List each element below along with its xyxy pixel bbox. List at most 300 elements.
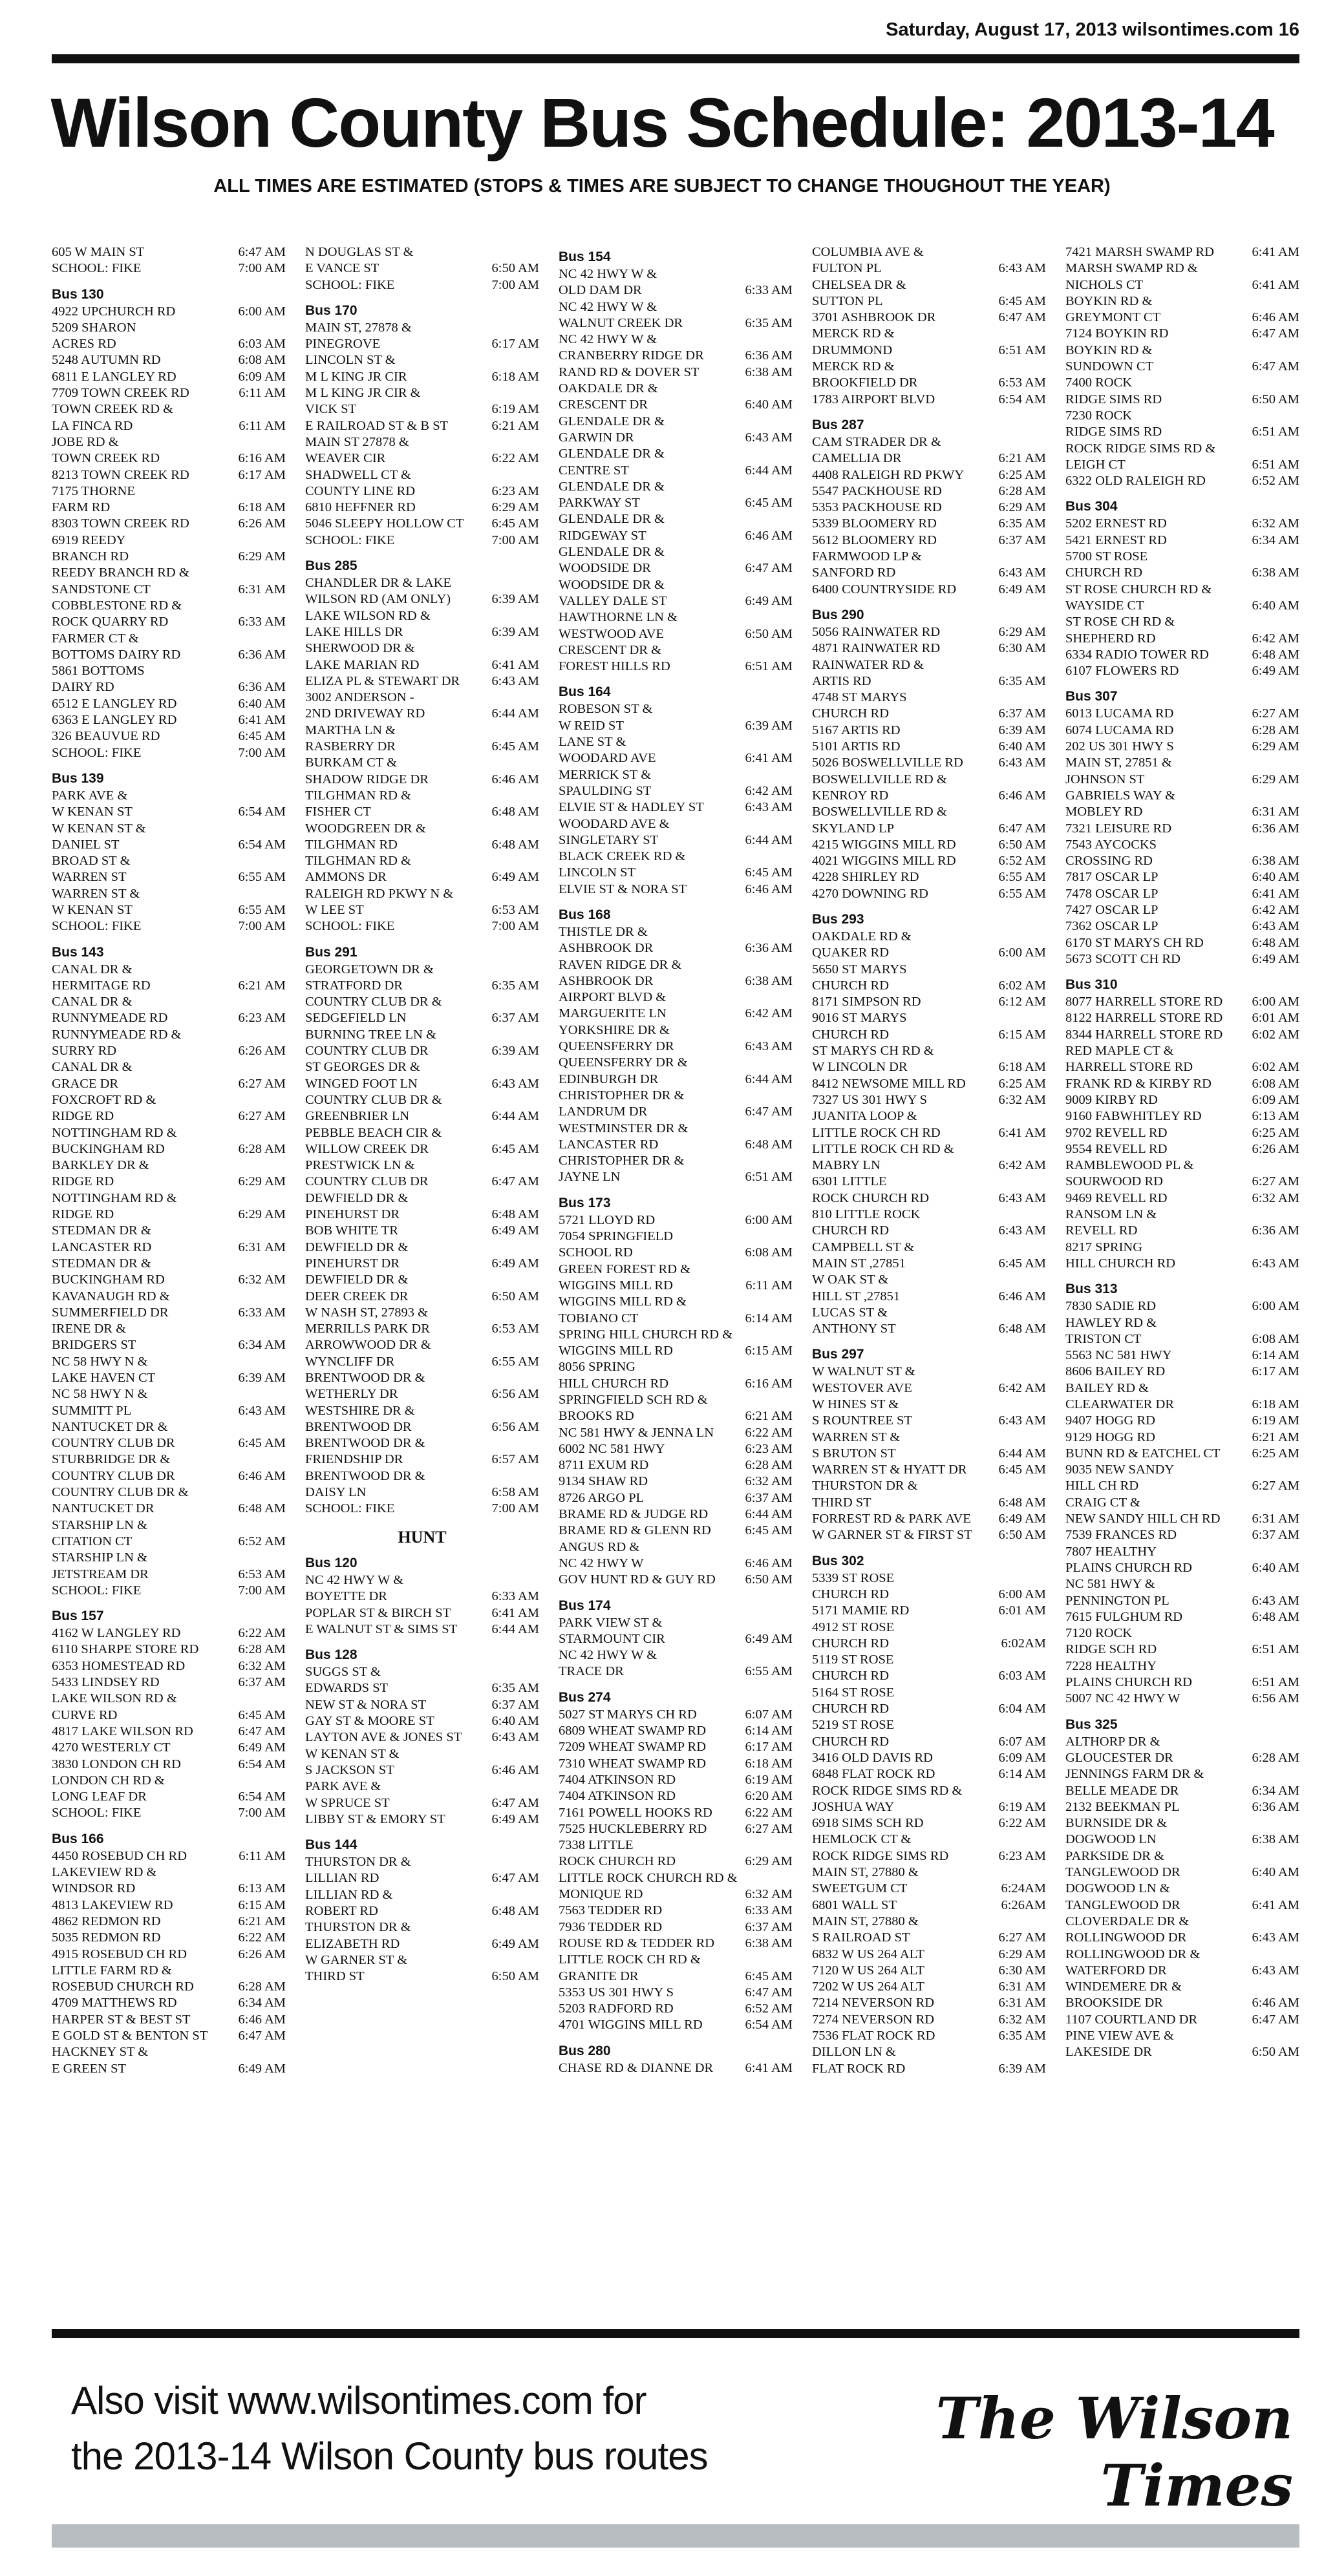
stop-row	[52, 1125, 286, 1141]
stop-row	[305, 418, 539, 434]
stop-row	[1065, 1174, 1299, 1190]
stop-location: 6322 OLD RALEIGH RD	[1065, 474, 1206, 489]
stop-row	[812, 1914, 1046, 1930]
stop-time: 6:46 AM	[745, 1556, 793, 1570]
stop-location: W GARNER ST &	[305, 1952, 408, 1967]
stop-location: BRIDGERS ST	[52, 1338, 136, 1353]
stop-row	[305, 1484, 539, 1501]
stop-location: W KENAN ST &	[52, 821, 146, 836]
stop-time: 6:39 AM	[238, 1371, 286, 1385]
stop-row	[559, 1359, 793, 1375]
stop-time: 6:44 AM	[998, 1446, 1046, 1461]
stop-location: THIRD ST	[812, 1495, 871, 1510]
stop-location: BRANCH RD	[52, 549, 129, 564]
stop-location: ROCK CHURCH RD	[812, 1190, 930, 1205]
stop-location: LAKE HAVEN CT	[52, 1371, 156, 1385]
stop-time: 6:27 AM	[1252, 1479, 1299, 1494]
stop-time	[535, 853, 539, 869]
stop-location: BROOKFIELD DR	[812, 375, 918, 390]
stop-time	[789, 1870, 793, 1886]
route-title: Bus 290	[812, 607, 864, 622]
stop-time: 6:38 AM	[745, 973, 793, 988]
stop-row	[559, 1853, 793, 1870]
stop-location: 326 BEAUVUE RD	[52, 729, 160, 744]
stop-time: 6:45 AM	[491, 1141, 539, 1156]
stop-row	[812, 359, 1046, 375]
stop-row	[559, 1392, 793, 1408]
bus-route	[1065, 1280, 1299, 1707]
stop-time: 6:02 AM	[1252, 1060, 1299, 1075]
stop-location: ROCK QUARRY RD	[52, 615, 169, 629]
stop-row	[305, 1076, 539, 1092]
stop-location: OLD DAM DR	[559, 283, 642, 298]
stop-row	[52, 745, 286, 761]
stop-row	[1065, 1478, 1299, 1494]
route-title: Bus 144	[305, 1837, 358, 1853]
stop-time	[1042, 244, 1046, 260]
stop-location: TANGLEWOOD DR	[1065, 1897, 1180, 1912]
stop-time	[535, 1572, 539, 1589]
stop-location: OAKDALE RD &	[812, 929, 912, 944]
stop-location: NC 42 HWY W &	[559, 267, 657, 281]
stop-location: FULTON PL	[812, 261, 882, 276]
stop-time	[1296, 788, 1299, 804]
stop-time: 6:29 AM	[1252, 739, 1299, 754]
stop-location: PEBBLE BEACH CIR &	[305, 1125, 442, 1140]
stop-row	[812, 853, 1046, 869]
stop-location: 5027 ST MARYS CH RD	[559, 1707, 697, 1722]
stop-location: SCHOOL: FIKE	[305, 533, 395, 547]
stop-location: W SPRUCE ST	[305, 1795, 390, 1810]
stop-location: W GARNER ST & FIRST ST	[812, 1528, 972, 1543]
stop-row	[305, 804, 539, 820]
stop-row	[559, 1756, 793, 1772]
stop-row	[812, 1587, 1046, 1603]
stop-time	[535, 434, 539, 450]
stop-time: 6:45 AM	[238, 729, 286, 744]
stop-row	[52, 918, 286, 934]
stop-row	[1065, 1674, 1299, 1691]
stop-row	[559, 989, 793, 1006]
stop-time	[535, 723, 539, 739]
stop-row	[559, 1153, 793, 1169]
stop-time: 6:43 AM	[491, 1076, 539, 1091]
stop-location: LAKEVIEW RD &	[52, 1865, 157, 1880]
stop-location: CHURCH RD	[812, 706, 890, 721]
stop-row	[559, 1647, 793, 1663]
stop-time: 6:12 AM	[998, 995, 1046, 1009]
stop-time: 6:11 AM	[745, 1278, 793, 1293]
stop-location: 8711 EXUM RD	[559, 1458, 649, 1473]
stop-location: MERCK RD &	[812, 326, 895, 341]
route-title: Bus 307	[1065, 689, 1118, 704]
stop-location: 7536 FLAT ROCK RD	[812, 2028, 935, 2043]
stop-time: 6:15 AM	[238, 1897, 286, 1912]
route-title: Bus 164	[559, 684, 611, 700]
stop-row	[1065, 326, 1299, 342]
stop-location: 4813 LAKEVIEW RD	[52, 1897, 173, 1912]
stop-row	[1065, 1027, 1299, 1043]
stop-time: 6:18 AM	[238, 500, 286, 515]
stop-location: E GREEN ST	[52, 2061, 127, 2076]
stop-time: 6:49 AM	[998, 582, 1046, 596]
stop-row	[812, 1478, 1046, 1494]
stop-location: FRANK RD & KIRBY RD	[1065, 1076, 1212, 1091]
stop-location: 5547 PACKHOUSE RD	[812, 483, 942, 498]
stop-location: 5209 SHARON	[52, 320, 136, 335]
stop-location: GREEN FOREST RD &	[559, 1262, 691, 1276]
stop-time: 7:00 AM	[491, 919, 539, 934]
stop-row	[1065, 1430, 1299, 1446]
stop-row	[559, 299, 793, 315]
bus-route	[812, 606, 1046, 902]
stop-location: 6353 HOMESTEAD RD	[52, 1658, 186, 1673]
stop-location: 6170 ST MARYS CH RD	[1065, 935, 1204, 950]
stop-location: EDWARDS ST	[305, 1681, 389, 1696]
stop-row	[52, 1354, 286, 1370]
stop-row	[305, 369, 539, 385]
stop-row	[559, 1739, 793, 1755]
stop-location: ROLLINGWOOD DR &	[1065, 1947, 1201, 1961]
stop-location: E GOLD ST & BENTON ST	[52, 2028, 208, 2043]
stop-location: CHURCH RD	[812, 1027, 890, 1042]
stop-row	[1065, 837, 1299, 853]
stop-time	[789, 511, 793, 527]
bus-route	[52, 1607, 286, 1822]
stop-row	[812, 1076, 1046, 1092]
stop-time	[1042, 1685, 1046, 1701]
stop-time: 6:39 AM	[491, 624, 539, 639]
stop-location: COUNTRY CLUB DR	[305, 1174, 429, 1189]
stop-time	[1042, 1305, 1046, 1321]
stop-row	[52, 696, 286, 712]
stop-location: 4709 MATTHEWS RD	[52, 1996, 177, 2011]
stop-time	[789, 767, 793, 783]
stop-location: BOSWELLVILLE RD &	[812, 805, 947, 819]
stop-time: 6:43 AM	[745, 430, 793, 445]
stop-time: 6:35 AM	[745, 315, 793, 330]
stop-location: NICHOLS CT	[1065, 277, 1144, 292]
stop-location: BRENTWOOD DR &	[305, 1371, 425, 1385]
stop-row	[812, 326, 1046, 342]
stop-row	[1065, 457, 1299, 473]
stop-time: 6:26 AM	[1252, 1141, 1299, 1156]
stop-time	[1042, 1240, 1046, 1256]
stop-location: 6110 SHARPE STORE RD	[52, 1642, 199, 1657]
stop-row	[305, 591, 539, 607]
stop-time	[535, 1468, 539, 1484]
stop-location: 5101 ARTIS RD	[812, 739, 901, 754]
stop-row	[559, 1572, 793, 1588]
stop-row	[1065, 739, 1299, 755]
stop-row	[305, 533, 539, 549]
stop-location: 6301 LITTLE	[812, 1174, 887, 1189]
stop-location: 7563 TEDDER RD	[559, 1903, 663, 1918]
stop-row	[812, 1092, 1046, 1108]
stop-row	[52, 2044, 286, 2060]
stop-row	[812, 804, 1046, 820]
stop-time	[535, 1157, 539, 1174]
stop-location: 5612 BLOOMERY RD	[812, 533, 937, 547]
stop-row	[1065, 1658, 1299, 1674]
stop-row	[305, 902, 539, 918]
stop-location: SCHOOL: FIKE	[52, 745, 142, 760]
stop-time: 6:23 AM	[998, 1848, 1046, 1863]
stop-row	[1065, 918, 1299, 934]
stop-row	[559, 1376, 793, 1392]
stop-row	[559, 816, 793, 832]
stop-row	[559, 718, 793, 734]
stop-location: RAINWATER RD &	[812, 657, 924, 672]
stop-location: RIDGE RD	[52, 1109, 114, 1124]
stop-time: 6:36 AM	[1252, 1223, 1299, 1238]
stop-row	[52, 1724, 286, 1740]
stop-location: BURNING TREE LN &	[305, 1027, 436, 1042]
stop-row	[812, 565, 1046, 581]
stop-time: 6:14 AM	[745, 1311, 793, 1325]
stop-time: 6:39 AM	[998, 2061, 1046, 2076]
stop-location: DRUMMOND	[812, 343, 893, 357]
stop-row	[52, 1386, 286, 1402]
stop-time: 6:18 AM	[745, 1756, 793, 1771]
stop-location: W LEE ST	[305, 902, 364, 917]
stop-row	[1065, 1864, 1299, 1881]
stop-time: 6:29 AM	[998, 624, 1046, 639]
stop-location: BRAME RD & JUDGE RD	[559, 1507, 709, 1522]
stop-time: 6:53 AM	[491, 1322, 539, 1336]
stop-time	[1042, 1717, 1046, 1733]
stop-location: GOV HUNT RD & GUY RD	[559, 1572, 716, 1587]
stop-location: 5202 ERNEST RD	[1065, 516, 1167, 531]
stop-time: 6:46 AM	[998, 788, 1046, 803]
stop-row	[52, 1501, 286, 1517]
stop-row	[812, 978, 1046, 994]
stop-row	[1065, 244, 1299, 260]
stop-row	[559, 1969, 793, 1985]
stop-location: SHADOW RIDGE DR	[305, 772, 429, 787]
stop-location: 4862 REDMON RD	[52, 1914, 161, 1928]
stop-location: WETHERLY DR	[305, 1387, 398, 1402]
stop-row	[812, 1527, 1046, 1543]
route-title: Bus 313	[1065, 1282, 1118, 1297]
stop-row	[812, 788, 1046, 804]
stop-row	[52, 728, 286, 744]
route-title: Bus 274	[559, 1689, 611, 1705]
stop-row	[305, 1936, 539, 1952]
stop-row	[305, 755, 539, 771]
stop-location: THIRD ST	[305, 1969, 365, 1984]
stop-time: 6:56 AM	[1252, 1691, 1299, 1706]
stop-row	[305, 1919, 539, 1936]
stop-time: 6:55 AM	[238, 902, 286, 917]
stop-location: WATERFORD DR	[1065, 1963, 1167, 1978]
stop-location: W KENAN ST	[52, 902, 133, 917]
stop-time: 6:14 AM	[745, 1724, 793, 1738]
stop-row	[559, 609, 793, 626]
stop-location: SHERWOOD DR &	[305, 641, 415, 656]
stop-row	[52, 244, 286, 260]
stop-location: ELIZABETH RD	[305, 1936, 400, 1951]
stop-row	[1065, 1576, 1299, 1592]
stop-row	[559, 1556, 793, 1572]
stop-time: 6:48 AM	[238, 1501, 286, 1516]
stop-location: ASHBROOK DR	[559, 941, 654, 956]
stop-location: LILLIAN RD	[305, 1871, 379, 1886]
stop-location: 7202 W US 264 ALT	[812, 1980, 924, 1994]
schedule-column	[559, 244, 793, 2261]
stop-location: 6809 WHEAT SWAMP RD	[559, 1724, 706, 1738]
stop-location: FARM RD	[52, 500, 111, 515]
stop-row	[52, 1583, 286, 1599]
stop-time: 6:50 AM	[491, 1969, 539, 1984]
stop-location: HILL ST ,27851	[812, 1289, 901, 1304]
stop-row	[559, 414, 793, 430]
stop-time: 6:17 AM	[491, 337, 539, 352]
stop-time: 6:46 AM	[1252, 1996, 1299, 2011]
stop-row	[52, 352, 286, 368]
stop-time: 6:37 AM	[998, 706, 1046, 721]
stop-time	[1296, 1766, 1299, 1782]
stop-location: 5339 ST ROSE	[812, 1570, 895, 1585]
stop-location: GARWIN DR	[559, 430, 634, 445]
stop-row	[52, 1979, 286, 1995]
stop-time: 6:43 AM	[1252, 1256, 1299, 1271]
stop-location: SURRY RD	[52, 1044, 117, 1059]
stop-time: 6:18 AM	[1252, 1397, 1299, 1411]
stop-time	[1042, 1864, 1046, 1881]
stop-location: 4021 WIGGINS MILL RD	[812, 854, 956, 869]
stop-time: 7:00 AM	[238, 1806, 286, 1821]
stop-row	[305, 1141, 539, 1157]
stop-row	[52, 369, 286, 385]
stop-location: 7120 W US 264 ALT	[812, 1963, 924, 1978]
route-title: Bus 304	[1065, 499, 1118, 514]
stop-location: 8303 TOWN CREEK RD	[52, 516, 189, 531]
stop-time: 6:42 AM	[998, 1380, 1046, 1395]
stop-time: 6:42 AM	[745, 1006, 793, 1021]
stop-location: WIGGINS MILL RD	[559, 1278, 673, 1293]
stop-row	[1065, 473, 1299, 489]
stop-row	[812, 837, 1046, 853]
stop-location: JOHNSON ST	[1065, 772, 1145, 787]
stop-location: NC 58 HWY N &	[52, 1354, 148, 1369]
stop-row	[559, 479, 793, 495]
stop-time: 6:47 AM	[998, 310, 1046, 325]
stop-row	[559, 1245, 793, 1261]
stop-time: 6:45 AM	[998, 293, 1046, 308]
stop-time: 6:45 AM	[238, 1436, 286, 1451]
stop-row	[812, 1108, 1046, 1124]
stop-row	[812, 450, 1046, 467]
stop-location: CHURCH RD	[812, 1587, 890, 1601]
stop-row	[1065, 1593, 1299, 1609]
stop-row	[305, 994, 539, 1010]
stop-time: 6:57 AM	[491, 1452, 539, 1467]
stop-time: 6:30 AM	[998, 1963, 1046, 1978]
stop-time: 6:29 AM	[1252, 772, 1299, 787]
stop-row	[305, 1305, 539, 1321]
stop-row	[812, 1190, 1046, 1207]
stop-row	[52, 1740, 286, 1756]
stop-location: CROSSING RD	[1065, 854, 1153, 869]
stop-row	[559, 1055, 793, 1071]
stop-time	[282, 1550, 286, 1566]
stop-location: 7807 HEALTHY	[1065, 1544, 1157, 1559]
stop-row	[52, 962, 286, 978]
stop-time	[282, 1354, 286, 1370]
stop-row	[812, 549, 1046, 565]
stop-location: W KENAN ST &	[305, 1746, 400, 1761]
stop-location: 7615 FULGHUM RD	[1065, 1609, 1183, 1624]
stop-row	[305, 772, 539, 788]
stop-time	[282, 1773, 286, 1789]
stop-row	[812, 1685, 1046, 1701]
stop-location: WYNCLIFF DR	[305, 1354, 395, 1369]
stop-row	[559, 282, 793, 299]
stop-location: ST ROSE CHURCH RD &	[1065, 582, 1212, 596]
stop-location: LANE ST &	[559, 735, 626, 750]
stop-time: 6:29 AM	[491, 500, 539, 515]
stop-location: CHURCH RD	[812, 1702, 890, 1716]
stop-location: SUTTON PL	[812, 293, 883, 308]
stop-location: MERRILLS PARK DR	[305, 1322, 430, 1336]
stop-row	[305, 1870, 539, 1886]
stop-time: 6:09 AM	[1252, 1092, 1299, 1107]
stop-time	[535, 1059, 539, 1075]
stop-time: 6:32 AM	[745, 1887, 793, 1902]
stop-row	[52, 1691, 286, 1707]
stop-row	[559, 1425, 793, 1441]
stop-row	[1065, 549, 1299, 565]
stop-location: NC 42 HWY W &	[559, 332, 657, 347]
stop-time	[535, 608, 539, 624]
stop-time	[1296, 1043, 1299, 1059]
stop-location: SCHOOL: FIKE	[52, 919, 142, 934]
stop-time	[282, 598, 286, 614]
stop-location: SPAULDING ST	[559, 783, 652, 798]
bus-route	[52, 770, 286, 935]
stop-row	[559, 381, 793, 397]
stop-time: 6:13 AM	[1252, 1109, 1299, 1124]
stop-row	[559, 1919, 793, 1936]
stop-time	[535, 994, 539, 1010]
stop-location: HILL CH RD	[1065, 1479, 1139, 1494]
stop-row	[812, 821, 1046, 837]
stop-time: 6:49 AM	[998, 1512, 1046, 1526]
stop-time: 6:03 AM	[238, 337, 286, 352]
stop-location: GREENBRIER LN	[305, 1109, 410, 1124]
stop-location: ROUSE RD & TEDDER RD	[559, 1936, 715, 1950]
stop-time	[789, 1229, 793, 1245]
stop-row	[559, 642, 793, 659]
stop-time: 6:45 AM	[238, 1707, 286, 1722]
stop-location: ROCK RIDGE SIMS RD &	[1065, 441, 1216, 456]
stop-time	[789, 1392, 793, 1408]
stop-location: 6013 LUCAMA RD	[1065, 706, 1174, 721]
stop-location: 5026 BOSWELLVILLE RD	[812, 755, 963, 770]
stop-row	[812, 1783, 1046, 1799]
stop-row	[812, 657, 1046, 673]
stop-row	[812, 516, 1046, 532]
stop-location: BROOKSIDE DR	[1065, 1996, 1163, 2011]
stop-time: 6:21 AM	[745, 1409, 793, 1424]
stop-time: 6:56 AM	[491, 1419, 539, 1434]
stop-time: 6:35 AM	[491, 1681, 539, 1696]
stop-location: LILLIAN RD &	[305, 1887, 393, 1902]
stop-row	[559, 973, 793, 989]
promo-text	[71, 2373, 718, 2484]
stop-location: PENNINGTON PL	[1065, 1593, 1169, 1608]
